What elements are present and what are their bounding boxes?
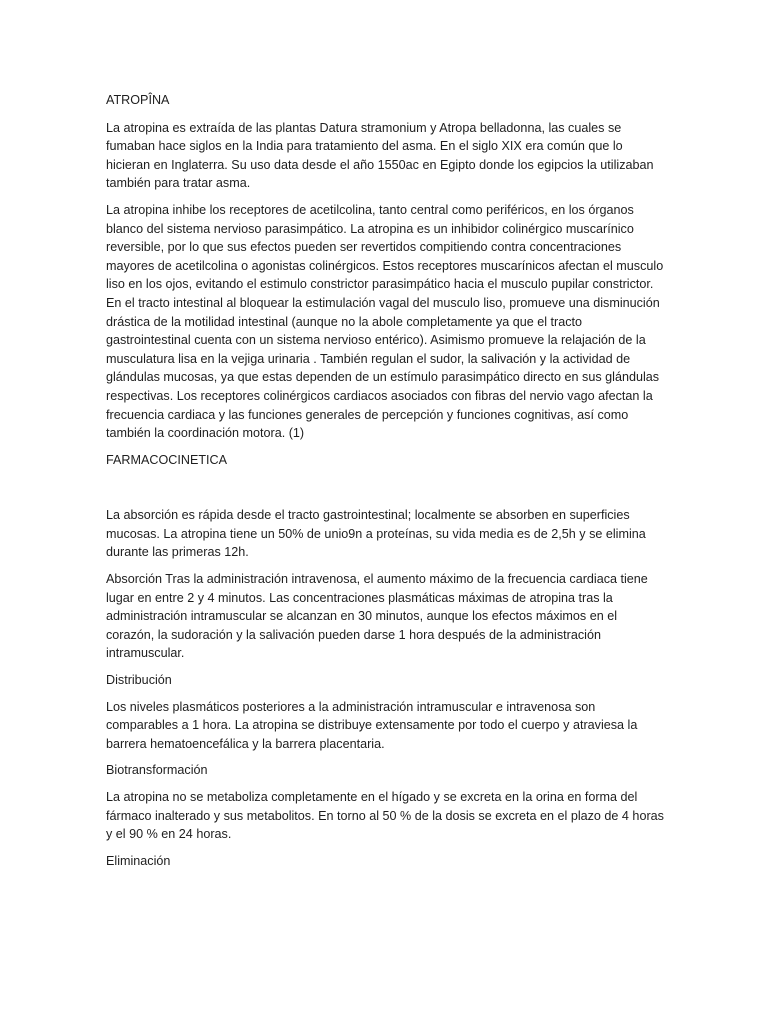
intro-paragraph: La atropina es extraída de las plantas Datura stramonium y Atropa belladonna, las cuales se fumaban hace siglos en la India para tratamiento del asma. En el siglo XIX era común que lo hicieran en Inglaterra. Su uso data desde el año 1550ac en Egipto donde los egipcios la utilizaban también para tratar asma.: [106, 120, 654, 191]
document-body: [106, 91, 666, 870]
document-title: ATROPÎNA: [106, 93, 170, 107]
elimination-heading: Eliminación: [106, 853, 171, 868]
distribution-paragraph: Los niveles plasmáticos posteriores a la administración intramuscular e intravenosa son comparables a 1 hora. La atropina se distribuye extensamente por todo el cuerpo y atraviesa la barrera hematoencefálica y la barrera placentaria.: [106, 699, 638, 751]
biotransformation-paragraph: La atropina no se metaboliza completamente en el hígado y se excreta en la orina en forma del fármaco inalterado y sus metabolitos. En torno al 50 % de la dosis se excreta en el plazo de 4 horas y el 90 % en 24 horas.: [106, 790, 664, 842]
pharmacokinetics-heading: FARMACOCINETICA: [106, 452, 228, 467]
biotransformation-heading: Biotransformación: [106, 763, 208, 778]
distribution-heading: Distribución: [106, 673, 172, 688]
absorption-iv-paragraph: Absorción Tras la administración intravenosa, el aumento máximo de la frecuencia cardiaca tiene lugar en entre 2 y 4 minutos. Las concentraciones plasmáticas máximas de atropina tras la administración intramuscular se alcanzan en 30 minutos, aunque los efectos máximos en el corazón, la sudoración y la salivación pueden darse 1 hora después de la administración intramuscular.: [106, 572, 648, 661]
absorption-paragraph: La absorción es rápida desde el tracto gastrointestinal; localmente se absorben en superficies mucosas. La atropina tiene un 50% de unio9n a proteínas, su vida media es de 2,5h y se elimina durante las primeras 12h.: [106, 508, 646, 560]
mechanism-paragraph: La atropina inhibe los receptores de acetilcolina, tanto central como periféricos, en los órganos blanco del sistema nervioso parasimpático. La atropina es un inhibidor colinérgico muscarínico reversible, por lo que sus efectos pueden ser revertidos compitiendo contra concentraciones mayores de acetilcolina o agonistas colinérgicos. Estos receptores muscarínicos afectan el musculo liso en los ojos, evitando el estimulo constrictor parasimpático hacia el musculo pupilar constrictor. En el tracto intestinal al bloquear la estimulación vagal del musculo liso, promueve una disminución drástica de la motilidad intestinal (aunque no la abole completamente ya que el tracto gastrointestinal cuenta con un sistema nervioso entérico). Asimismo promueve la relajación de la musculatura lisa en la vejiga urinaria . También regulan el sudor, la salivación y la actividad de glándulas mucosas, ya que estas dependen de un estímulo parasimpático directo en sus glándulas respectivas. Los receptores colinérgicos cardiacos asociados con fibras del nervio vago afectan la frecuencia cardiaca y las funciones generales de percepción y funciones cognitivas, así como también la coordinación motora. (1): [106, 202, 664, 441]
